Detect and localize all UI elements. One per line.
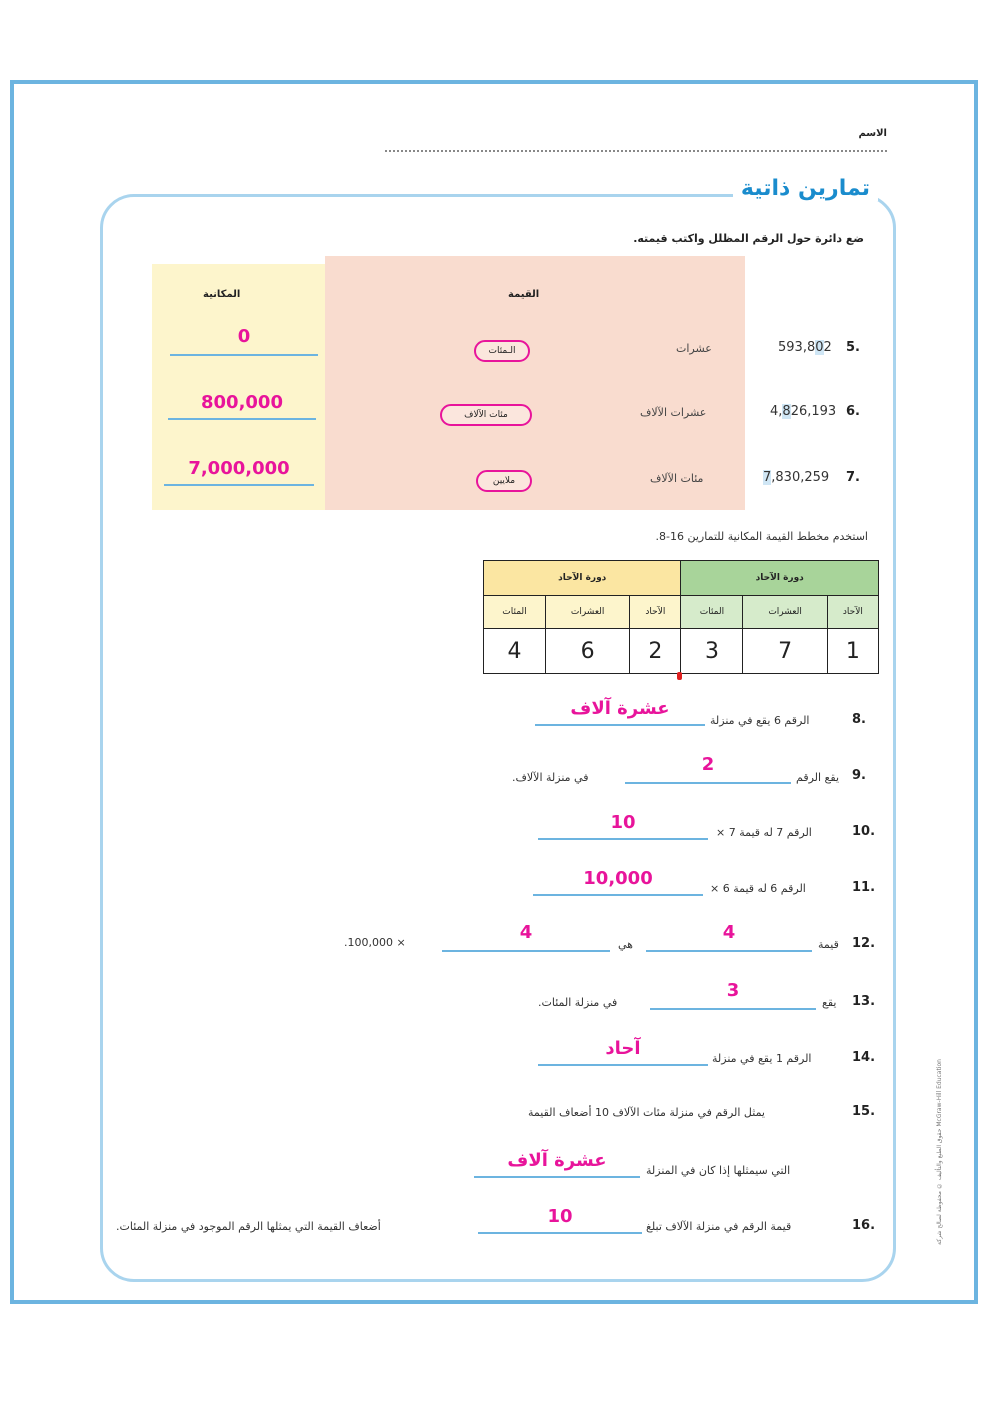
- question-text: يقع: [822, 996, 837, 1009]
- circled-choice: مئات الآلاف: [440, 404, 532, 426]
- answer-value: 3: [726, 980, 740, 1001]
- name-label: الاسم: [858, 128, 887, 139]
- question-text: قيمة: [818, 938, 839, 951]
- question-number: 15.: [852, 1104, 876, 1119]
- question-number: 12.: [852, 936, 876, 951]
- question-number: 10.: [852, 824, 876, 839]
- answer-value: 10,000: [583, 868, 653, 889]
- page-title: تمارين ذاتية: [733, 176, 878, 201]
- question-text: في منزلة الآلاف.: [512, 771, 589, 784]
- answer-value: 800,000: [201, 392, 283, 413]
- question-number: 11.: [852, 880, 876, 895]
- row-place: مئات الآلاف: [650, 472, 704, 485]
- answer-line[interactable]: [650, 1008, 816, 1010]
- place-value-table: [483, 560, 879, 674]
- answer-value: 7,000,000: [188, 458, 290, 479]
- answer-line[interactable]: [170, 354, 318, 356]
- answer-line[interactable]: [478, 1232, 642, 1234]
- answer-value: آحاد: [605, 1038, 641, 1059]
- question-text: الرقم 7 له قيمة 7 ×: [716, 826, 812, 839]
- question-text: التي سيمثلها إذا كان في المنزلة: [646, 1164, 791, 1177]
- question-number: 16.: [852, 1218, 876, 1233]
- sub-header: الآحاد: [630, 596, 681, 629]
- answer-line[interactable]: [164, 484, 314, 486]
- answer-line[interactable]: [535, 724, 705, 726]
- answer-value: عشرة آلاف: [507, 1150, 607, 1171]
- answer-line[interactable]: [533, 894, 703, 896]
- circled-choice: الـمئات: [474, 340, 530, 362]
- answer-line[interactable]: [168, 418, 316, 420]
- row-value: 4,826,193: [770, 404, 837, 419]
- answer-line[interactable]: [474, 1176, 640, 1178]
- answer-value: 4: [722, 922, 736, 943]
- question-text: الرقم 1 يقع في منزلة: [712, 1052, 812, 1065]
- row-place: عشرات: [676, 342, 712, 355]
- question-text: هي: [618, 938, 633, 951]
- row-number: 5.: [846, 340, 860, 355]
- answer-value: 0: [237, 326, 251, 347]
- question-text: يمثل الرقم في منزلة مئات الآلاف 10 أضعاف القيمة: [528, 1106, 765, 1119]
- answer-value: عشرة آلاف: [570, 698, 670, 719]
- row-value: 7,830,259: [763, 470, 830, 485]
- answer-line[interactable]: [625, 782, 791, 784]
- name-field[interactable]: [385, 128, 887, 152]
- sub-header: المئات: [484, 596, 546, 629]
- answer-line[interactable]: [646, 950, 812, 952]
- marker-dot: [677, 672, 682, 680]
- answer-value: 2: [701, 754, 715, 775]
- answer-value: 4: [519, 922, 533, 943]
- circled-choice: ملايين: [476, 470, 532, 492]
- group-header-right: دورة الآحاد: [681, 561, 879, 596]
- answer-value: 10: [610, 812, 636, 833]
- row-place: عشرات الآلاف: [640, 406, 707, 419]
- row-value: 593,802: [778, 340, 832, 355]
- question-text: قيمة الرقم في منزلة الآلاف تبلغ: [646, 1220, 792, 1233]
- answer-value: 10: [547, 1206, 573, 1227]
- row-number: 6.: [846, 404, 860, 419]
- row-number: 7.: [846, 470, 860, 485]
- question-text: أضعاف القيمة التي يمثلها الرقم الموجود في منزلة المئات.: [116, 1220, 381, 1233]
- instruction: ضع دائرة حول الرقم المظلل واكتب قيمته.: [633, 232, 864, 245]
- digit-cell: 7: [743, 629, 827, 674]
- digit-cell: 2: [630, 629, 681, 674]
- answer-line[interactable]: [442, 950, 610, 952]
- question-text: الرقم 6 يقع في منزلة: [710, 714, 810, 727]
- answer-line[interactable]: [538, 1064, 708, 1066]
- answer-line[interactable]: [538, 838, 708, 840]
- copyright-note: حقوق الطبع والتأليف © محفوظة لصالح شركة McGraw-Hill Education: [936, 1059, 943, 1245]
- question-text: يقع الرقم: [796, 771, 840, 784]
- question-number: 14.: [852, 1050, 876, 1065]
- question-text: في منزلة المئات.: [538, 996, 618, 1009]
- sub-header: الآحاد: [827, 596, 878, 629]
- place-column-header: القيمة: [508, 289, 540, 300]
- digit-cell: 1: [827, 629, 878, 674]
- question-text: الرقم 6 له قيمة 6 ×: [710, 882, 806, 895]
- sub-header: العشرات: [743, 596, 827, 629]
- question-text: × 100,000.: [344, 936, 406, 949]
- sub-header: العشرات: [545, 596, 629, 629]
- question-number: 13.: [852, 994, 876, 1009]
- digit-cell: 3: [681, 629, 743, 674]
- digit-cell: 6: [545, 629, 629, 674]
- group-header-left: دورة الآحاد: [484, 561, 681, 596]
- sub-header: المئات: [681, 596, 743, 629]
- digit-cell: 4: [484, 629, 546, 674]
- question-number: 8.: [852, 712, 866, 727]
- chart-instruction: استخدم مخطط القيمة المكانية للتمارين 16-8.: [655, 530, 868, 543]
- value-column-header: المكانية: [203, 289, 241, 300]
- question-number: 9.: [852, 768, 866, 783]
